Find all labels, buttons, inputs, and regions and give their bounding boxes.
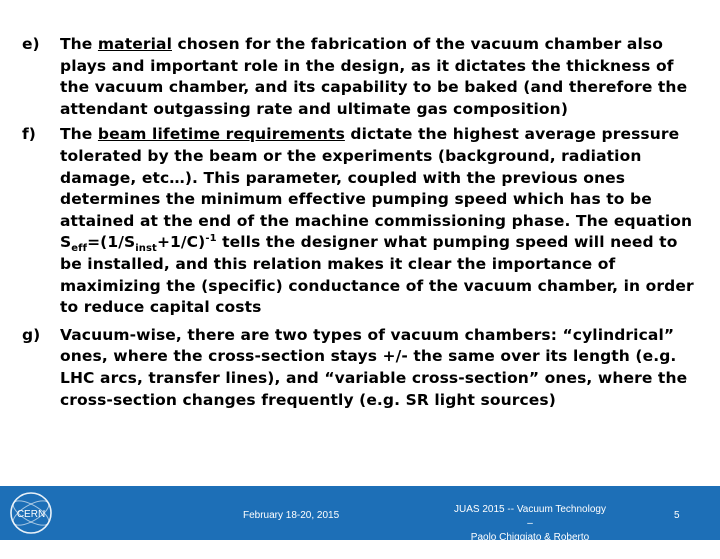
item-marker: g) — [22, 325, 41, 344]
underlined-term: beam lifetime requirements — [97, 125, 345, 144]
list-item-e — [22, 34, 698, 120]
item-text — [60, 124, 698, 318]
text-fragment: The — [60, 125, 98, 144]
cern-logo-icon — [8, 490, 54, 536]
text-fragment: The — [60, 35, 98, 53]
text-fragment: tells the designer what pumping speed will need to be installed, and this relation makes it clear the importance of maximizing the (specific) conductance of the vacuum chamber, in order to reduce capital costs — [60, 233, 694, 317]
list-item-f — [22, 124, 698, 318]
footer-title-line: Paolo Chiggiato & Roberto Kersevan — [470, 532, 590, 557]
text-fragment: dictate the highest average pressure tolerated by the beam or the experiments (background, radiation damage, etc…). This parameter, coupled with the previous ones determines the minimum effective pumping speed which has to be attained at the end of the machine commissioning phase. The equation — [60, 125, 693, 230]
eq-subscript: eff — [71, 243, 88, 255]
footer-title — [450, 503, 610, 559]
item-text: Vacuum-wise, there are two types of vacuum chambers: “cylindrical” ones, where the cross-section stays +/- the same over its length (e.g. LHC arcs, transfer lines), and “variable cross-section” ones, where the cross-section changes frequently (e.g. SR light sources) — [60, 325, 688, 409]
item-text — [60, 34, 698, 120]
svg-text:CERN: CERN — [16, 509, 46, 520]
equation — [60, 233, 217, 255]
page-number: 5 — [674, 510, 680, 521]
eq-part: +1/C) — [156, 233, 206, 252]
footer-title-line: JUAS 2015 -- Vacuum Technology – — [454, 504, 606, 529]
eq-part: =(1/S — [87, 233, 136, 252]
text-fragment: chosen for the fabrication of the vacuum chamber also plays and important role in the design, as it dictates the thickness of the vacuum chamber, and its capability to be baked (and therefore the attendant outgassing rate and ultimate gas composition) — [60, 35, 688, 118]
eq-superscript: -1 — [205, 233, 217, 245]
eq-subscript: inst — [135, 243, 157, 255]
item-marker: f) — [22, 125, 36, 144]
underlined-term: material — [97, 35, 172, 53]
footer-date: February 18-20, 2015 — [243, 510, 340, 521]
list-item-g — [22, 325, 698, 411]
slide-content — [22, 34, 698, 415]
slide-footer — [0, 486, 720, 557]
eq-part: S — [60, 233, 72, 252]
item-marker: e) — [22, 35, 40, 53]
